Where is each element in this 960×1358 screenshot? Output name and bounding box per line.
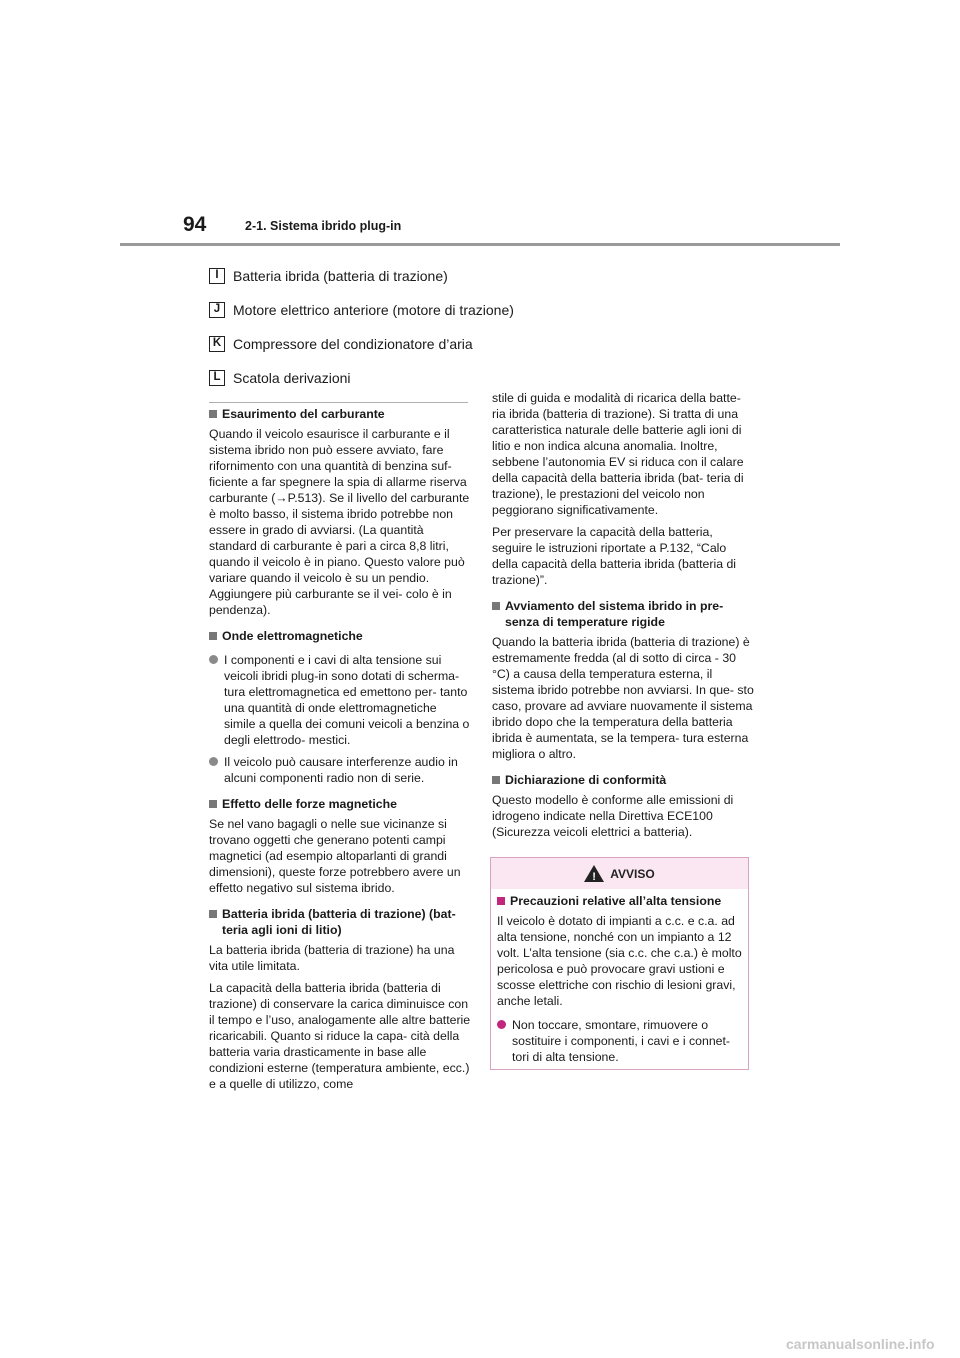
- section-heading: Batteria ibrida (batteria di trazione) (bat- teria agli ioni di litio): [209, 906, 471, 938]
- section-heading: Avviamento del sistema ibrido in pre- senza di temperature rigide: [492, 598, 754, 630]
- left-column: [209, 406, 471, 1098]
- legend-item: [209, 293, 709, 327]
- circle-bullet-icon: [209, 655, 218, 664]
- section-heading: Effetto delle forze magnetiche: [209, 796, 471, 812]
- legend-text: Scatola derivazioni: [233, 370, 351, 386]
- paragraph: La capacità della batteria ibrida (batteria di trazione) di conservare la carica diminuisce con il tempo e l’uso, analogamente alle altre batterie ricaricabili. Quanto si riduce la capa- cità della batteria varia drasticamente in base alle condizioni esterne (temperatura ambiente, ecc.) e a quelle di utilizzo, come: [209, 981, 471, 1091]
- paragraph: Quando il veicolo esaurisce il carburante e il sistema ibrido non può essere avviato, fare rifornimento con una quantità di benzina suf- ficiente a far spegnere la spia di allarme riserva carburante (→P.513). Se il livello del carburante è molto basso, il sistema ibrido potrebbe non essere in grado di avviarsi. (La quantità standard di carburante è pari a circa 8,8 litri, quando il veicolo è in piano. Questo valore può variare quando il veicolo è su un pendio. Aggiungere più carburante se il vei- colo è in pendenza).: [209, 427, 470, 617]
- legend-text: Motore elettrico anteriore (motore di trazione): [233, 302, 514, 318]
- square-bullet-icon: [492, 776, 500, 784]
- paragraph: Quando la batteria ibrida (batteria di trazione) è estremamente fredda (al di sotto di circa - 30 °C) a causa della temperatura esterna, il sistema ibrido potrebbe non avviarsi. In que- sto caso, provare ad avviare nuovamente il sistema ibrido dopo che la temperatura della batteria ibrida è aumentata, se la tempera- tura esterna migliora o altro.: [492, 635, 754, 761]
- letter-marker: L: [209, 370, 225, 386]
- section-title: 2-1. Sistema ibrido plug-in: [245, 219, 402, 233]
- paragraph: stile di guida e modalità di ricarica della batte- ria ibrida (batteria di trazione). Si tratta di una caratteristica naturale delle batterie agli ioni di litio e non indica alcuna anomalia. Inoltre, sebbene l’autonomia EV si riduca con il calare della capacità della batteria ibrida (bat- teria di trazione), le prestazioni del veicolo non peggiorano significativamente.: [492, 391, 744, 517]
- square-bullet-icon: [209, 800, 217, 808]
- section-heading: Esaurimento del carburante: [209, 406, 471, 422]
- letter-marker: J: [209, 302, 225, 318]
- list-item: Il veicolo può causare interferenze audio in alcuni componenti radio non di serie.: [209, 754, 471, 786]
- square-bullet-icon: [209, 632, 217, 640]
- warning-triangle-icon: !: [584, 865, 604, 882]
- warning-title: AVVISO: [610, 866, 655, 881]
- letter-marker: K: [209, 336, 225, 352]
- component-legend: [209, 259, 709, 395]
- warning-header: [491, 858, 748, 889]
- circle-bullet-icon: [497, 1020, 506, 1029]
- legend-text: Batteria ibrida (batteria di trazione): [233, 268, 448, 284]
- legend-item: [209, 327, 709, 361]
- page-number: 94: [183, 213, 207, 236]
- square-bullet-icon: [209, 410, 217, 418]
- section-heading: Dichiarazione di conformità: [492, 772, 754, 788]
- letter-marker: I: [209, 268, 225, 284]
- paragraph: Il veicolo è dotato di impianti a c.c. e c.a. ad alta tensione, nonché con un impianto a 12 volt. L’alta tensione (sia c.c. che c.a.) è molto pericolosa e può provocare gravi ustioni e scosse elettriche con rischio di lesioni gravi, anche letali.: [497, 914, 742, 1008]
- watermark: carmanualsonline.info: [786, 1336, 935, 1352]
- circle-bullet-icon: [209, 757, 218, 766]
- section-heading: Precauzioni relative all’alta tensione: [497, 893, 742, 909]
- column-divider: [209, 402, 468, 403]
- warning-body: [491, 889, 748, 1065]
- list-item: I componenti e i cavi di alta tensione sui veicoli ibridi plug-in sono dotati di scherma- tura elettromagnetica ed emettono per- tanto una quantità di onde elettromagnetiche simile a quella dei comuni veicoli a benzina o degli elettrodo- mestici.: [209, 652, 471, 748]
- warning-box: [490, 857, 749, 1070]
- paragraph: Per preservare la capacità della batteria, seguire le istruzioni riportate a P.132, “Calo della capacità della batteria ibrida (batteria di trazione)”.: [492, 525, 737, 587]
- header-divider: [120, 243, 840, 246]
- paragraph: Se nel vano bagagli o nelle sue vicinanze si trovano oggetti che generano potenti campi magnetici (ad esempio altoparlanti di grandi dimensioni), queste forze potrebbero avere un effetto negativo sul sistema ibrido.: [209, 817, 461, 895]
- square-bullet-icon: [497, 897, 505, 905]
- section-heading: Onde elettromagnetiche: [209, 628, 471, 644]
- list-item: Non toccare, smontare, rimuovere o sostituire i componenti, i cavi e i connet- tori di alta tensione.: [497, 1017, 742, 1065]
- legend-text: Compressore del condizionatore d’aria: [233, 336, 473, 352]
- square-bullet-icon: [492, 602, 500, 610]
- right-column: [492, 390, 754, 846]
- square-bullet-icon: [209, 910, 217, 918]
- paragraph: Questo modello è conforme alle emissioni di idrogeno indicate nella Direttiva ECE100 (Sicurezza veicoli elettrici a batteria).: [492, 793, 734, 839]
- paragraph: La batteria ibrida (batteria di trazione) ha una vita utile limitata.: [209, 943, 455, 973]
- legend-item: [209, 259, 709, 293]
